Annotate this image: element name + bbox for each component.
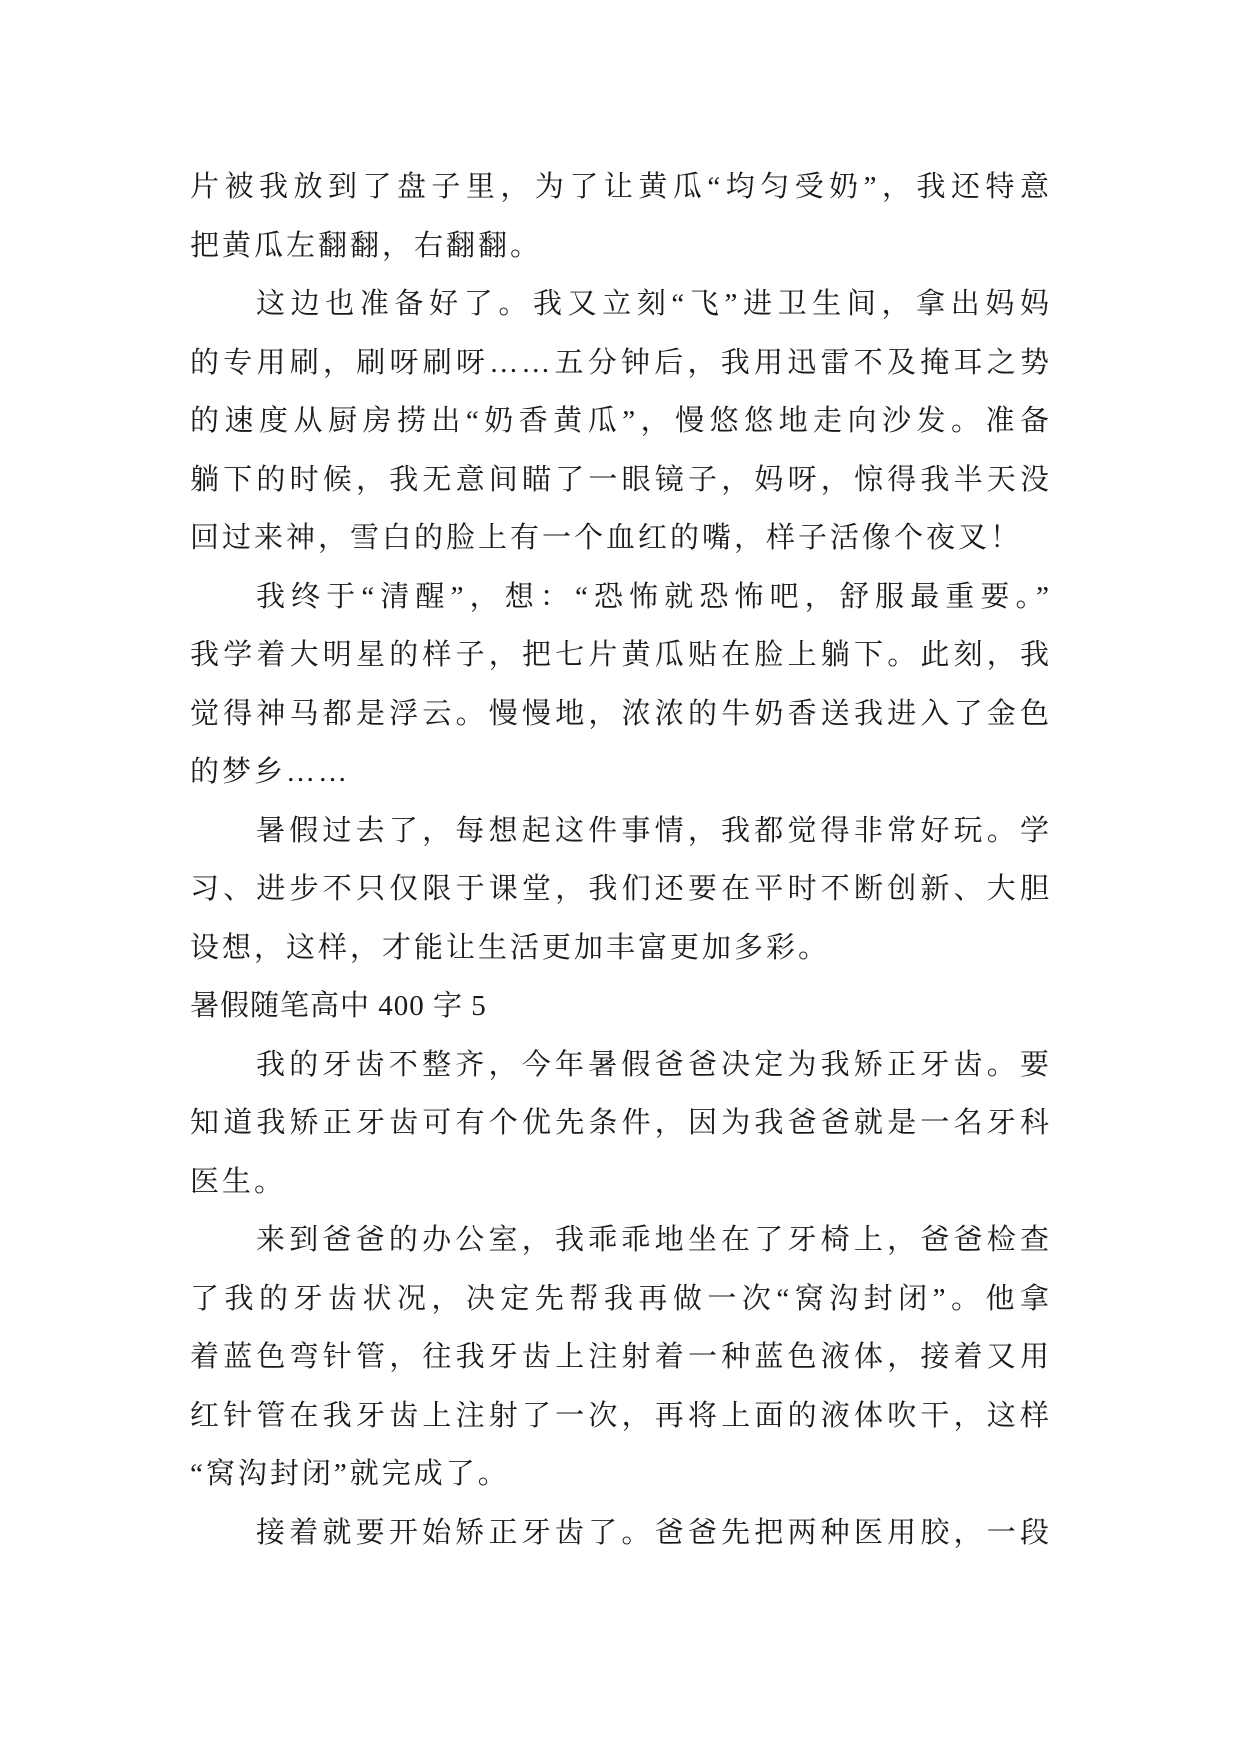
text-line: 知道我矫正牙齿可有个优先条件，因为我爸爸就是一名牙科 — [190, 1107, 1052, 1139]
text-line: 设想，这样，才能让生活更加丰富更加多彩。 — [190, 931, 831, 964]
text-line: 的梦乡…… — [190, 756, 351, 788]
text-line: 躺下的时候，我无意间瞄了一眼镜子，妈呀，惊得我半天没 — [190, 463, 1052, 496]
paragraph — [190, 275, 1052, 568]
paragraph — [190, 1036, 1052, 1212]
text-line: 来到爸爸的办公室，我乖乖地坐在了牙椅上，爸爸检查 — [256, 1224, 1052, 1256]
document-body — [190, 158, 1052, 1562]
section-heading: 暑假随笔高中 400 字 5 — [190, 990, 487, 1022]
paragraph — [190, 1504, 1052, 1563]
text-line: 习、进步不只仅限于课堂，我们还要在平时不断创新、大胆 — [190, 873, 1052, 905]
paragraph — [190, 1211, 1052, 1504]
text-line: 这边也准备好了。我又立刻“飞”进卫生间，拿出妈妈 — [256, 288, 1052, 320]
text-line: “窝沟封闭”就完成了。 — [190, 1458, 510, 1490]
text-line: 的专用刷，刷呀刷呀……五分钟后，我用迅雷不及掩耳之势 — [190, 346, 1052, 379]
paragraph — [190, 568, 1052, 802]
text-line: 着蓝色弯针管，往我牙齿上注射着一种蓝色液体，接着又用 — [190, 1341, 1052, 1373]
text-line: 片被我放到了盘子里，为了让黄瓜“均匀受奶”，我还特意 — [190, 171, 1052, 203]
text-line: 医生。 — [190, 1165, 287, 1198]
text-line: 把黄瓜左翻翻，右翻翻。 — [190, 229, 543, 262]
essay-section — [190, 977, 1052, 1562]
text-line: 暑假过去了，每想起这件事情，我都觉得非常好玩。学 — [256, 814, 1052, 847]
text-line: 回过来神，雪白的脸上有一个血红的嘴，样子活像个夜叉！ — [190, 522, 1023, 554]
text-line: 红针管在我牙齿上注射了一次，再将上面的液体吹干，这样 — [190, 1399, 1052, 1432]
paragraph — [190, 802, 1052, 978]
text-line: 我的牙齿不整齐，今年暑假爸爸决定为我矫正牙齿。要 — [256, 1048, 1052, 1081]
text-line: 觉得神马都是浮云。慢慢地，浓浓的牛奶香送我进入了金色 — [190, 697, 1052, 730]
text-line: 接着就要开始矫正牙齿了。爸爸先把两种医用胶，一段 — [256, 1516, 1052, 1549]
text-line: 我终于“清醒”，想：“恐怖就恐怖吧，舒服最重要。” — [256, 580, 1052, 613]
paragraph — [190, 158, 1052, 275]
text-line: 了我的牙齿状况，决定先帮我再做一次“窝沟封闭”。他拿 — [190, 1282, 1052, 1315]
text-line: 的速度从厨房捞出“奶香黄瓜”，慢悠悠地走向沙发。准备 — [190, 405, 1052, 437]
text-line: 我学着大明星的样子，把七片黄瓜贴在脸上躺下。此刻，我 — [190, 639, 1052, 671]
